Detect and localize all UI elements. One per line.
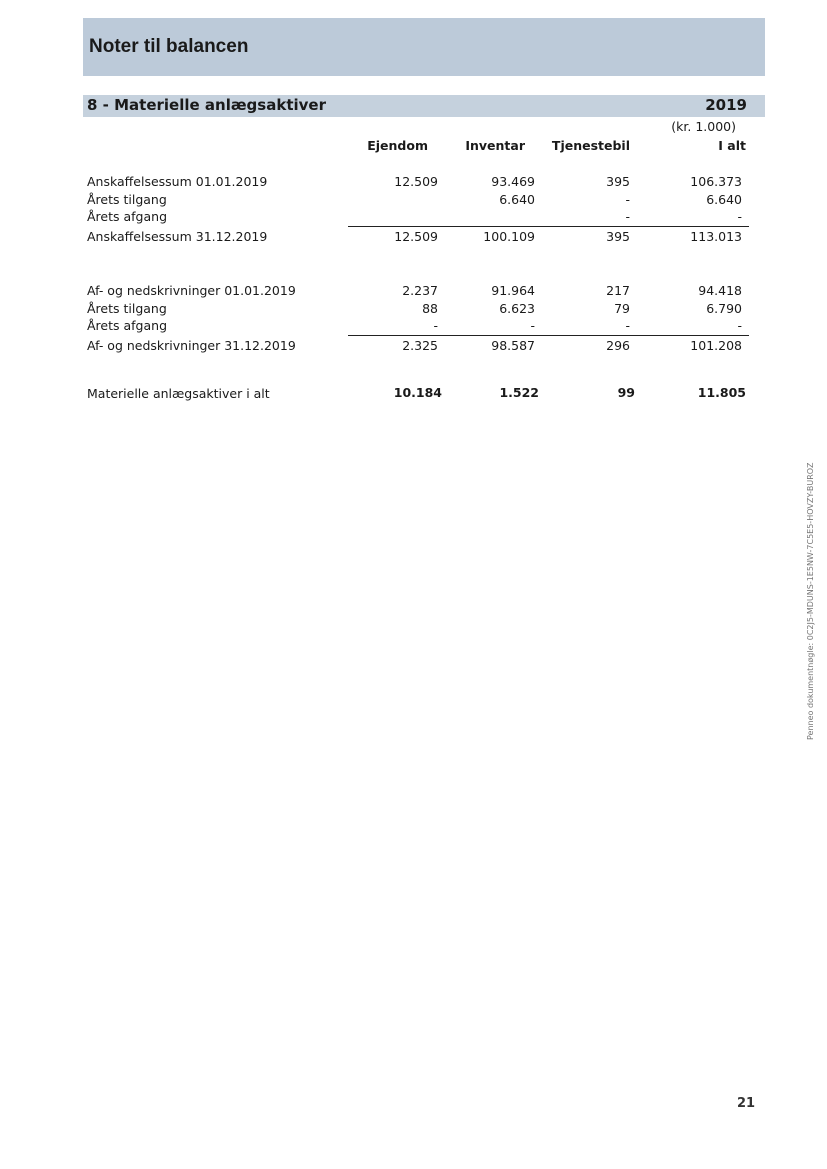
cell-ejendom: 12.509 — [394, 174, 438, 189]
cell-i-alt: 113.013 — [690, 229, 742, 244]
unit-label: (kr. 1.000) — [671, 119, 736, 134]
cell-inventar: 98.587 — [491, 338, 535, 353]
cell-i-alt: 94.418 — [698, 283, 742, 298]
cell-i-alt: 6.790 — [706, 301, 742, 316]
column-header-i-alt: I alt — [718, 138, 746, 153]
total-inventar: 1.522 — [499, 385, 539, 400]
total-tjenestebil: 99 — [617, 385, 635, 400]
total-row-label: Materielle anlægsaktiver i alt — [87, 386, 270, 401]
cell-inventar: 100.109 — [483, 229, 535, 244]
row-label: Af- og nedskrivninger 31.12.2019 — [87, 338, 296, 353]
total-i-alt: 11.805 — [697, 385, 746, 400]
column-header-inventar: Inventar — [465, 138, 525, 153]
cell-i-alt: 101.208 — [690, 338, 742, 353]
cell-tjenestebil: 79 — [614, 301, 630, 316]
row-label: Årets tilgang — [87, 192, 167, 207]
cell-tjenestebil: - — [625, 209, 630, 224]
cell-tjenestebil: 395 — [606, 229, 630, 244]
cell-tjenestebil: - — [625, 318, 630, 333]
subtotal-rule — [348, 335, 749, 336]
row-label: Årets afgang — [87, 318, 168, 333]
section-year: 2019 — [705, 96, 747, 114]
cell-ejendom: 2.237 — [402, 283, 438, 298]
cell-i-alt: 106.373 — [690, 174, 742, 189]
page-title: Noter til balancen — [89, 36, 249, 57]
cell-ejendom: - — [433, 318, 438, 333]
section-title: 8 - Materielle anlægsaktiver — [87, 96, 326, 114]
row-label: Af- og nedskrivninger 01.01.2019 — [87, 283, 296, 298]
cell-i-alt: - — [737, 209, 742, 224]
cell-ejendom: 2.325 — [402, 338, 438, 353]
cell-tjenestebil: 217 — [606, 283, 630, 298]
column-header-tjenestebil: Tjenestebil — [551, 138, 630, 153]
total-ejendom: 10.184 — [393, 385, 442, 400]
cell-inventar: 91.964 — [491, 283, 535, 298]
row-label: Anskaffelsessum 31.12.2019 — [87, 229, 268, 244]
row-label: Årets afgang — [87, 209, 168, 224]
cell-inventar: 93.469 — [491, 174, 535, 189]
row-label: Anskaffelsessum 01.01.2019 — [87, 174, 268, 189]
cell-inventar: - — [530, 318, 535, 333]
section-header — [83, 95, 765, 117]
cell-ejendom: 12.509 — [394, 229, 438, 244]
cell-inventar: 6.623 — [499, 301, 535, 316]
page-number: 21 — [737, 1096, 756, 1111]
page-header — [83, 18, 765, 76]
row-label: Årets tilgang — [87, 301, 167, 316]
cell-inventar: 6.640 — [499, 192, 535, 207]
cell-tjenestebil: 296 — [606, 338, 630, 353]
column-header-ejendom: Ejendom — [367, 138, 428, 153]
cell-tjenestebil: 395 — [606, 174, 630, 189]
document-key-note: Penneo dokumentnøgle: 0C2J5-MDUNS-1E5NW-7C5E5-HOVZY-BUROZ — [806, 462, 815, 740]
subtotal-rule — [348, 226, 749, 227]
cell-tjenestebil: - — [625, 192, 630, 207]
cell-i-alt: - — [737, 318, 742, 333]
cell-ejendom: 88 — [422, 301, 438, 316]
cell-i-alt: 6.640 — [706, 192, 742, 207]
